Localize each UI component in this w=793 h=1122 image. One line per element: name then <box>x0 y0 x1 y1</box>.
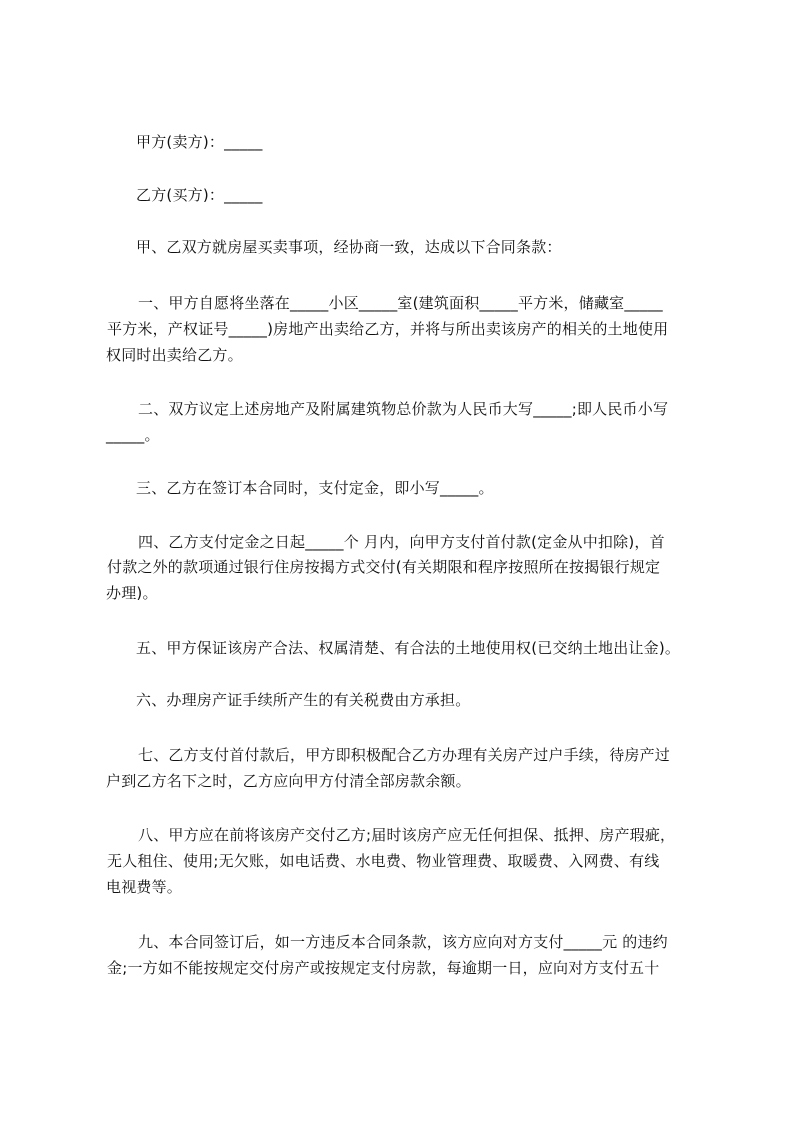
party-b-line: 乙方(买方)：_____ <box>136 186 263 204</box>
clause-7-line-2: 户到乙方名下之时，乙方应向甲方付清全部房款余额。 <box>106 772 471 790</box>
clause-8-line-2: 无人租住、使用;无欠账，如电话费、水电费、物业管理费、取暖费、入网费、有线 <box>107 852 660 870</box>
clause-1-line-1: 一、甲方自愿将坐落在_____小区_____室(建筑面积_____平方米，储藏室_____ <box>138 294 663 312</box>
clause-8-line-3: 电视费等。 <box>106 878 183 896</box>
clause-4-line-3: 办理)。 <box>106 584 158 602</box>
clause-9-line-1: 九、本合同签订后，如一方违反本合同条款，该方应向对方支付_____元 的违约 <box>138 933 668 951</box>
clause-1-line-3: 权同时出卖给乙方。 <box>106 346 243 364</box>
clause-1-line-2: 平方米，产权证号_____)房地产出卖给乙方，并将与所出卖该房产的相关的土地使用 <box>107 320 669 338</box>
clause-5-line-1: 五、甲方保证该房产合法、权属清楚、有合法的土地使用权(已交纳土地出让金)。 <box>136 639 681 657</box>
clause-6-line-1: 六、办理房产证手续所产生的有关税费由方承担。 <box>136 691 471 709</box>
clause-2-line-2: _____。 <box>106 426 160 444</box>
clause-4-line-1: 四、乙方支付定金之日起_____个 月内，向甲方支付首付款(定金从中扣除)，首 <box>138 533 665 551</box>
preamble-line: 甲、乙双方就房屋买卖事项，经协商一致，达成以下合同条款： <box>136 238 562 256</box>
party-a-line: 甲方(卖方)：_____ <box>136 133 263 151</box>
clause-9-line-2: 金;一方如不能按规定交付房产或按规定支付房款，每逾期一日，应向对方支付五十 <box>107 959 660 977</box>
clause-7-line-1: 七、乙方支付首付款后，甲方即积极配合乙方办理有关房产过户手续，待房产过 <box>138 746 671 764</box>
clause-4-line-2: 付款之外的款项通过银行住房按揭方式交付(有关期限和程序按照所在按揭银行规定 <box>107 558 661 576</box>
clause-8-line-1: 八、甲方应在前将该房产交付乙方;届时该房产应无任何担保、抵押、房产瑕疵， <box>138 826 676 844</box>
clause-2-line-1: 二、双方议定上述房地产及附属建筑物总价款为人民币大写_____;即人民币小写 <box>138 400 669 418</box>
clause-3-line-1: 三、乙方在签订本合同时，支付定金，即小写_____。 <box>136 479 494 497</box>
